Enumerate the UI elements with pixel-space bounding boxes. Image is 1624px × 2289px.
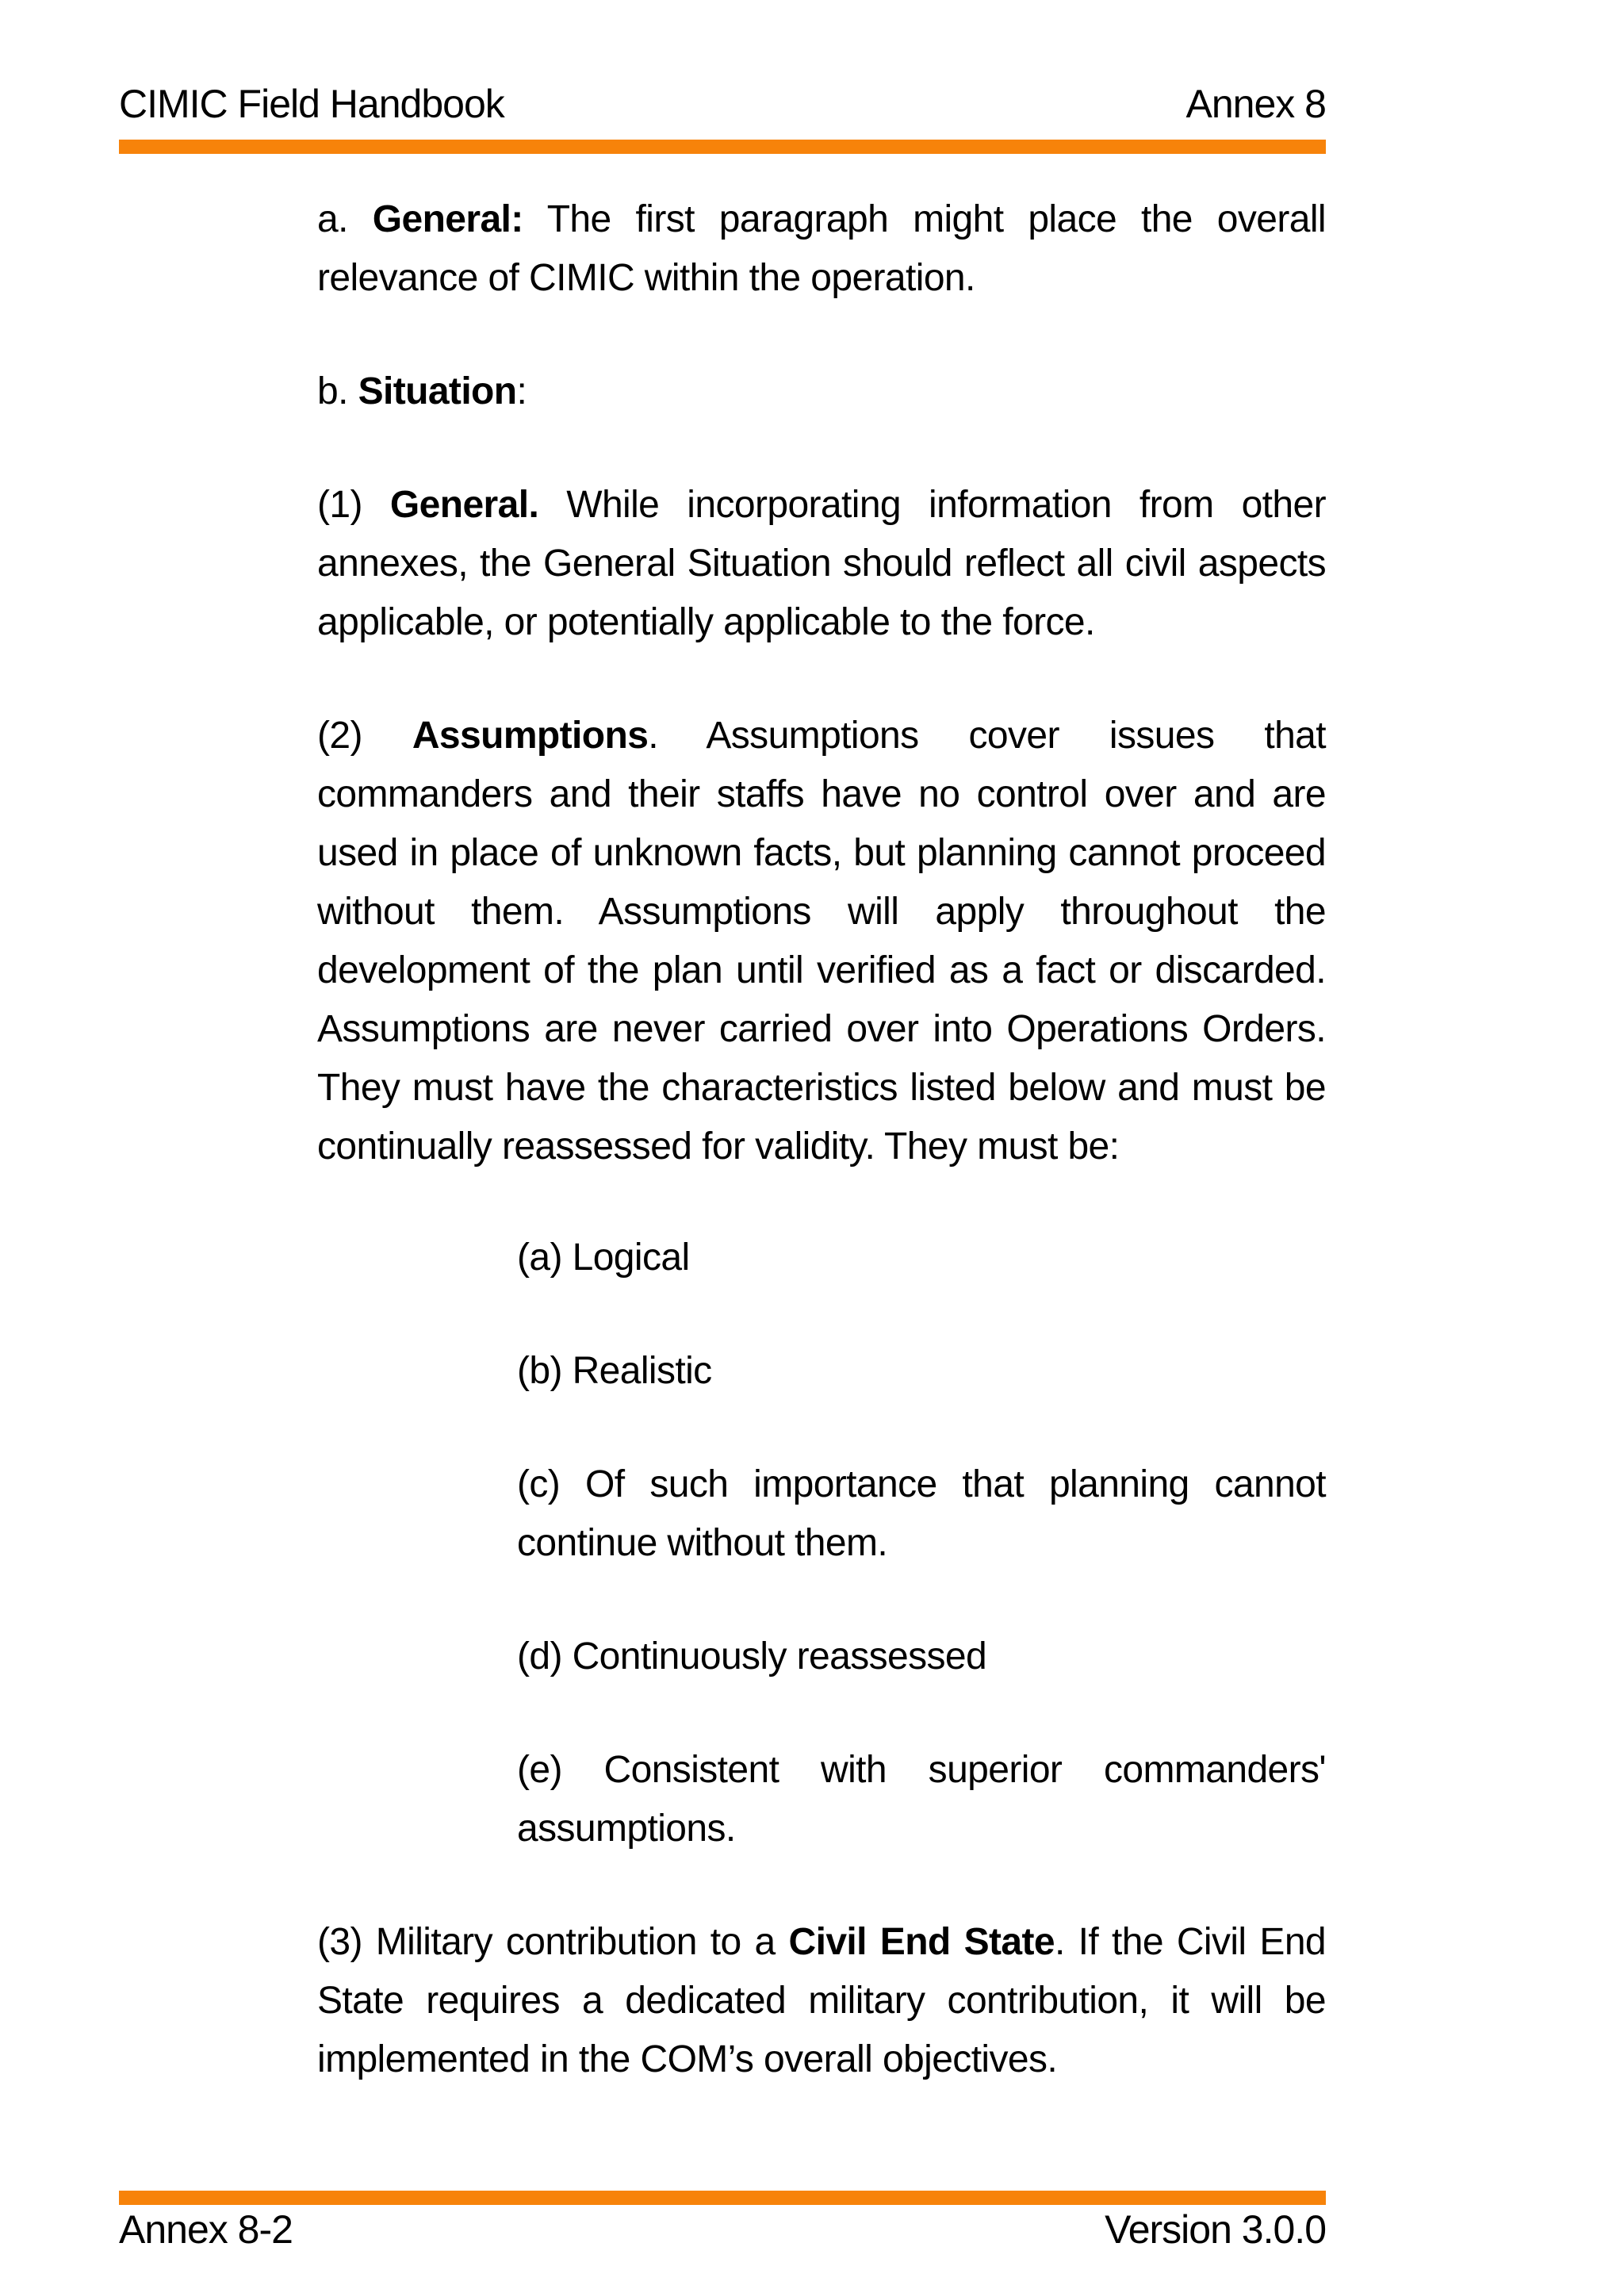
version-label: Version 3.0.0 [1105,2207,1326,2252]
criteria-item-realistic: (b) Realistic [517,1350,712,1392]
situation-label: Situation [358,370,517,412]
paragraph-end-state [317,1913,1326,2089]
situation-suffix: : [516,370,527,412]
situation-general-label: General. [389,484,539,526]
end-state-label: Civil End State [788,1921,1055,1963]
header-rule [119,140,1326,154]
situation-prefix: b. [317,370,358,412]
general-text: The first paragraph might place the overall relevance of CIMIC within the operation. [317,198,1326,299]
end-state-text: . If the Civil End State requires a dedicated military contribution, it will be implemented in the COM’s overall objectives. [317,1921,1327,2080]
situation-general-text: While incorporating information from other annexes, the General Situation should reflect all civil aspects applicable, or potentially applicable to the force. [317,484,1326,643]
page-number: Annex 8-2 [119,2207,293,2252]
footer-rule [119,2191,1326,2205]
document-title: CIMIC Field Handbook [119,82,504,126]
criteria-item-logical: (a) Logical [517,1237,690,1279]
paragraph-situation-general [317,476,1326,652]
end-state-prefix: (3) Military contribution to a [317,1921,789,1963]
paragraph-general [317,190,1326,308]
criteria-item-consistent: (e) Consistent with superior commanders' assumptions. [517,1749,1326,1850]
criteria-item-reassessed: (d) Continuously reassessed [517,1635,987,1677]
paragraph-situation [317,362,1326,421]
general-label: General: [372,198,523,240]
assumptions-label: Assumptions [412,715,649,757]
annex-label: Annex 8 [1185,82,1326,126]
situation-general-prefix: (1) [317,484,390,526]
assumptions-text: . Assumptions cover issues that commanders and their staffs have no control over and are used in place of unknown facts, but planning cannot proceed without them. Assumptions will apply throughout the development of the plan until verified as a fact or discarded. Assumptions are never carried over into Operations Orders. They must have the characteristics listed below and must be continually reassessed for validity. They must be: [317,715,1326,1168]
criteria-item-importance: (c) Of such importance that planning cannot continue without them. [517,1463,1326,1564]
general-prefix: a. [317,198,373,240]
assumptions-prefix: (2) [317,715,412,757]
paragraph-assumptions [317,707,1326,1176]
